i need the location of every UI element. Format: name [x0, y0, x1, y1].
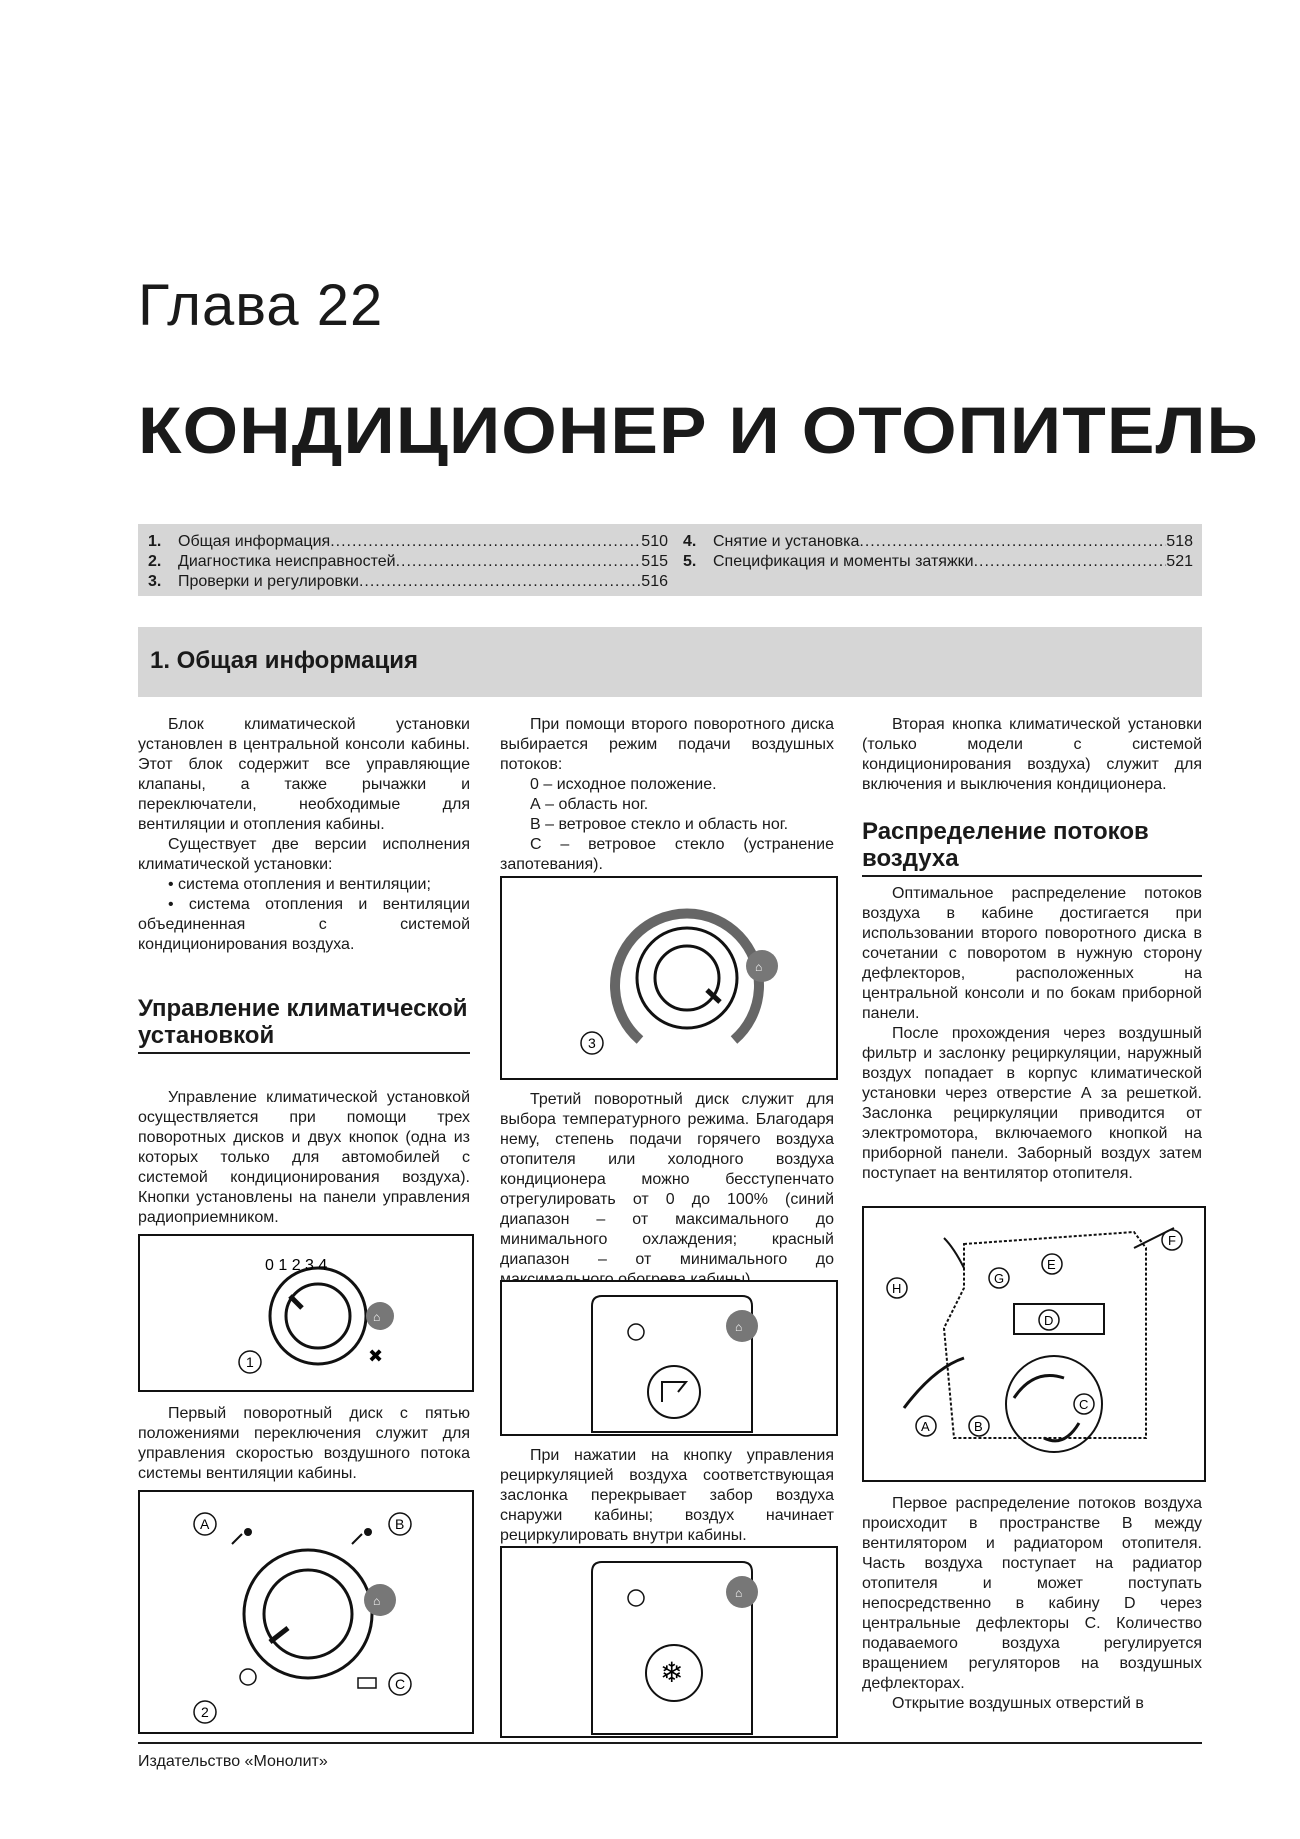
mode-item: А – область ног. — [530, 796, 649, 813]
airflow-diagram — [864, 1208, 1204, 1480]
label-d: D — [1044, 1313, 1054, 1328]
column-1-fan — [138, 1404, 470, 1484]
label-c: C — [395, 1676, 406, 1692]
column-3-distribution — [862, 884, 1202, 1184]
svg-text:⌂: ⌂ — [373, 1310, 381, 1324]
mode-item: 0 – исходное положение. — [530, 776, 717, 793]
paragraph: Третий поворотный диск служит для выбора температурного режима. Благодаря нему, степень подачи горячего воздуха отопителя или холодного воздуха кондиционера можно бесступенчато отрегулировать от 0 до 100% (синий диапазон – от максимального до минимального охлаждения; красный диапазон – от минимального до — [500, 1091, 834, 1268]
paragraph: После прохождения через воздушный фильтр и заслонку рециркуляции, наружный воздух попадает в корпус климатической установки через отверстие А за решеткой. Заслонка рециркуляции приводится от электромотора, включаемого кнопкой на приборной панели. Заборный воздух затем поступает на вентилятор отопителя. — [862, 1025, 1202, 1182]
label-a: A — [200, 1516, 210, 1532]
svg-text:⌂: ⌂ — [755, 960, 763, 974]
label-g: G — [994, 1271, 1005, 1286]
toc-page: 510 — [641, 533, 668, 550]
toc-page: 516 — [641, 573, 668, 590]
bullet-item: • система отопления и вентиляции; — [168, 876, 431, 893]
paragraph: При нажатии на кнопку управления рециркуляцией воздуха соответствующая заслонка перекрывает забор воздуха снаружи кабины; воздух начинает рециркулировать внутри кабины. — [500, 1447, 834, 1544]
label-a: A — [921, 1419, 930, 1434]
column-2-modes — [500, 715, 834, 875]
figure-airflow-dial — [138, 1490, 474, 1734]
subsection-heading: Распределение потоков воздуха — [862, 818, 1202, 877]
toc-item[interactable] — [683, 532, 1193, 552]
toc-num: 5. — [683, 553, 697, 570]
mode-item: В – ветровое стекло и область ног. — [530, 816, 789, 833]
toc-label: Снятие и установка — [713, 533, 860, 550]
figure-airflow-diagram — [862, 1206, 1206, 1482]
column-3-ac — [862, 715, 1202, 795]
section-title: 1. Общая информация — [150, 647, 418, 674]
ac-button-illustration — [502, 1548, 836, 1736]
toc-num: 1. — [148, 533, 162, 550]
toc-num: 4. — [683, 533, 697, 550]
label-h: H — [892, 1281, 902, 1296]
svg-text:⌂: ⌂ — [373, 1594, 381, 1608]
toc-label: Спецификация и моменты затяжки — [713, 553, 974, 570]
label-b: B — [974, 1419, 983, 1434]
fan-icon: ✖ — [368, 1346, 384, 1367]
toc-label: Общая информация — [178, 533, 331, 550]
toc-page: 521 — [1166, 553, 1193, 570]
label-f: F — [1168, 1233, 1176, 1248]
paragraph: Открытие воздушных отверстий в — [892, 1695, 1144, 1712]
airflow-dial-illustration — [140, 1492, 472, 1732]
svg-text:⌂: ⌂ — [735, 1320, 743, 1334]
toc-item[interactable] — [683, 552, 1193, 572]
bullet-item: • система отопления и вентиляции объединенная с системой кондиционирования воздуха. — [138, 896, 470, 953]
column-1-intro — [138, 715, 470, 955]
label-b: B — [395, 1516, 405, 1532]
toc-column-right — [683, 532, 1193, 572]
toc-label: Диагностика неисправностей — [178, 553, 396, 570]
paragraph: Оптимальное распределение потоков воздуха в кабине достигается при использовании второго поворотного диска в сочетании с поворотом в нужную сторону дефлекторов, расположенных на центральной консоли и по бокам приборной панели. — [862, 885, 1202, 1022]
toc-num: 2. — [148, 553, 162, 570]
toc-label: Проверки и регулировки — [178, 573, 359, 590]
paragraph: Существует две версии исполнения климатической установки: — [138, 836, 470, 873]
paragraph: Первый поворотный диск с пятью положениями переключения служит для управления скоростью воздушного потока системы вентиляции кабины. — [138, 1405, 470, 1482]
table-of-contents — [138, 524, 1202, 596]
figure-ac-button — [500, 1546, 838, 1738]
svg-text:⌂: ⌂ — [735, 1586, 743, 1600]
label-c: C — [1079, 1397, 1089, 1412]
figure-callout: 2 — [201, 1704, 209, 1720]
mode-item: С – ветровое стекло (устранение запотевания). — [500, 836, 834, 873]
toc-num: 3. — [148, 573, 162, 590]
toc-item[interactable] — [148, 532, 668, 552]
toc-item[interactable] — [148, 552, 668, 572]
column-2-temp — [500, 1090, 834, 1290]
section-header — [138, 627, 1202, 697]
label-e: E — [1047, 1257, 1056, 1272]
toc-item[interactable] — [148, 572, 668, 592]
paragraph: Первое распределение потоков воздуха происходит в пространстве В между вентилятором и радиатором отопителя. Часть воздуха поступает на радиатор отопителя и может поступать непосредственно в кабину D через центральные дефлекторы С. Количество подаваемого воздуха регулируется вращением регуляторов на воздушных дефлекторах. — [862, 1495, 1202, 1692]
toc-page: 518 — [1166, 533, 1193, 550]
toc-column-left — [148, 532, 668, 592]
chapter-number: Глава 22 — [138, 273, 384, 338]
publisher: Издательство «Монолит» — [138, 1753, 328, 1770]
paragraph: Управление климатической установкой осуществляется при помощи трех поворотных дисков и двух кнопок (одна из которых только для автомобилей с системой кондиционирования воздуха). Кнопки установлены на панели управления радиоприемником. — [138, 1089, 470, 1226]
paragraph: Вторая кнопка климатической установки (только модели с системой кондиционирования воздуха) служит для включения и выключения кондиционера. — [862, 716, 1202, 793]
figure-fan-dial — [138, 1234, 474, 1392]
column-1-control — [138, 1088, 470, 1228]
paragraph: Блок климатической установки установлен в центральной консоли кабины. Этот блок содержит все управляющие клапаны, а также рычажки и переключатели, необходимые для вентиляции и отопления кабины. — [138, 716, 470, 833]
footer-divider — [138, 1742, 1202, 1744]
figure-callout: 1 — [246, 1354, 254, 1370]
figure-recirc-button — [500, 1280, 838, 1436]
column-3-first-distribution — [862, 1494, 1202, 1714]
fan-dial-illustration — [140, 1236, 472, 1390]
figure-temperature-dial — [500, 876, 838, 1080]
figure-callout: 3 — [588, 1035, 596, 1051]
paragraph: При помощи второго поворотного диска выбирается режим подачи воздушных потоков: — [500, 716, 834, 773]
toc-page: 515 — [641, 553, 668, 570]
column-2-recirc — [500, 1446, 834, 1546]
temperature-dial-illustration — [502, 878, 836, 1078]
snowflake-icon: ❄ — [660, 1656, 684, 1689]
chapter-title: КОНДИЦИОНЕР И ОТОПИТЕЛЬ — [138, 393, 1259, 467]
subsection-heading: Управление климатической установкой — [138, 995, 470, 1054]
fan-scale: 0 1 2 3 4 — [265, 1257, 328, 1274]
recirc-button-illustration — [502, 1282, 836, 1434]
